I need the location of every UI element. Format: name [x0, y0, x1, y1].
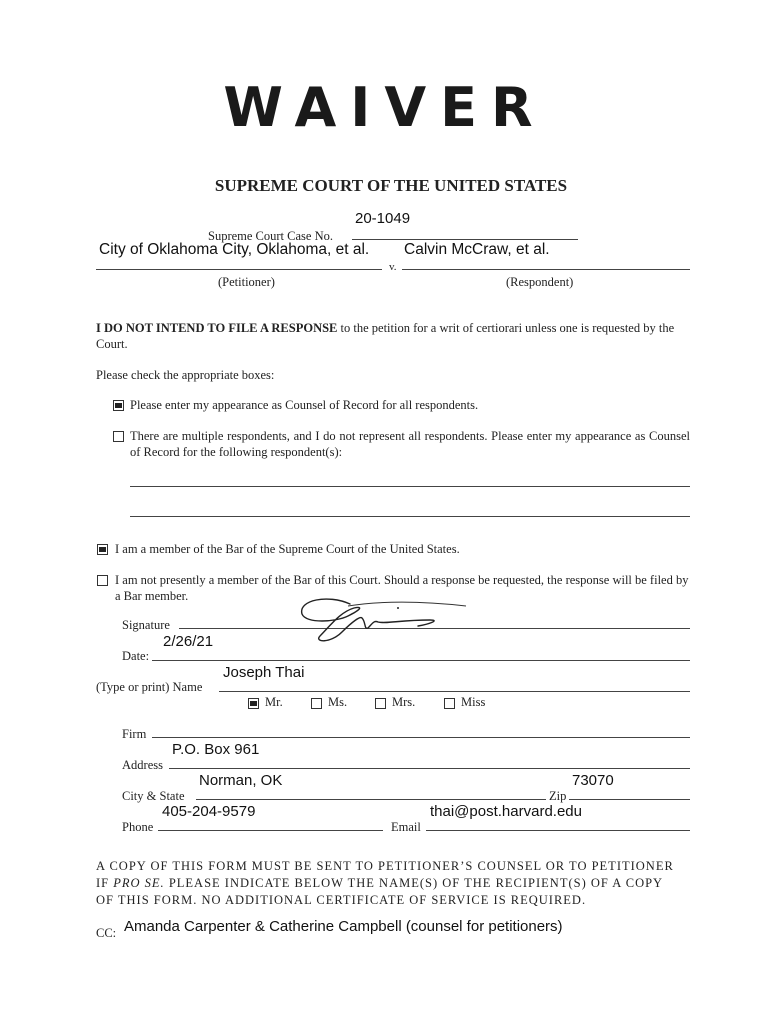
date-label: Date: [122, 649, 150, 663]
bar-member-label: I am a member of the Bar of the Supreme Court of the United States. [115, 542, 460, 556]
intent-bold: I DO NOT INTEND TO FILE A RESPONSE [96, 321, 338, 335]
notice-line-2-b: PLEASE INDICATE BELOW THE NAME(S) OF THE RECIPIENT(S) OF A COPY [164, 876, 664, 890]
title-mrs-checkbox[interactable] [375, 698, 386, 709]
cc-label: CC: [96, 926, 117, 940]
title-miss-checkbox[interactable] [444, 698, 455, 709]
notice-line-2-a: IF [96, 876, 114, 890]
petitioner-value[interactable]: City of Oklahoma City, Oklahoma, et al. [99, 241, 370, 258]
multiple-respondents-checkbox[interactable] [113, 431, 124, 442]
title-mr-checkbox[interactable] [248, 698, 259, 709]
instructions-text: Please check the appropriate boxes: [96, 368, 275, 382]
cc-value[interactable]: Amanda Carpenter & Catherine Campbell (counsel for petitioners) [124, 918, 563, 935]
zip-label: Zip [549, 789, 567, 803]
title-ms-label: Ms. [328, 695, 348, 709]
bar-member-checkbox[interactable] [97, 544, 108, 555]
respondent-line [402, 269, 690, 270]
name-value[interactable]: Joseph Thai [223, 664, 305, 681]
phone-label: Phone [122, 820, 154, 834]
title-miss-label: Miss [461, 695, 486, 709]
zip-value[interactable]: 73070 [572, 772, 614, 789]
name-line [219, 691, 690, 692]
respondent-label: (Respondent) [506, 275, 574, 289]
versus-label: v. [389, 261, 397, 273]
case-number-label: Supreme Court Case No. [208, 229, 333, 243]
multiple-respondents-label: There are multiple respondents, and I do not represent all respondents. Please enter my appearance as Counsel of Record for the following respondent(s): [130, 429, 690, 459]
phone-line [158, 830, 383, 831]
email-label: Email [391, 820, 421, 834]
petitioner-label: (Petitioner) [218, 275, 275, 289]
notice-line-1: A COPY OF THIS FORM MUST BE SENT TO PETITIONER’S COUNSEL OR TO PETITIONER [96, 859, 674, 873]
firm-line [152, 737, 690, 738]
notice-line-2 [96, 875, 663, 892]
respondent-line-1[interactable] [130, 486, 690, 487]
appearance-all-checkbox[interactable] [113, 400, 124, 411]
appearance-all-label: Please enter my appearance as Counsel of Record for all respondents. [130, 398, 479, 412]
not-member-checkbox[interactable] [97, 575, 108, 586]
email-line [426, 830, 690, 831]
title-mr-label: Mr. [265, 695, 283, 709]
title-mrs-label: Mrs. [392, 695, 416, 709]
zip-line [569, 799, 690, 800]
city-state-value[interactable]: Norman, OK [199, 772, 283, 789]
intent-statement [96, 320, 692, 352]
petitioner-line [96, 269, 382, 270]
respondent-line-2[interactable] [130, 516, 690, 517]
case-number-value[interactable]: 20-1049 [355, 210, 411, 227]
case-number-line [352, 239, 578, 240]
address-label: Address [122, 758, 163, 772]
email-value[interactable]: thai@post.harvard.edu [430, 803, 582, 820]
address-line [169, 768, 690, 769]
title-ms-checkbox[interactable] [311, 698, 322, 709]
signature-label: Signature [122, 618, 170, 632]
form-title: WAIVER [223, 76, 547, 139]
date-value[interactable]: 2/26/21 [163, 633, 214, 650]
phone-value[interactable]: 405-204-9579 [162, 803, 256, 820]
city-state-line [196, 799, 546, 800]
not-member-label: I am not presently a member of the Bar of this Court. Should a response be requested, the response will be filed by a Bar member. [115, 573, 689, 603]
name-label: (Type or print) Name [96, 680, 203, 694]
intent-rest: to the petition for a writ of certiorari unless one is requested by the Court. [96, 321, 675, 351]
date-line [152, 660, 690, 661]
court-heading: SUPREME COURT OF THE UNITED STATES [214, 176, 568, 195]
signature-image [290, 592, 480, 650]
firm-label: Firm [122, 727, 147, 741]
address-value[interactable]: P.O. Box 961 [172, 741, 260, 758]
notice-line-3: OF THIS FORM. NO ADDITIONAL CERTIFICATE OF SERVICE IS REQUIRED. [96, 893, 587, 907]
city-state-label: City & State [122, 789, 185, 803]
respondent-value[interactable]: Calvin McCraw, et al. [404, 241, 550, 258]
notice-pro-se: PRO SE. [113, 876, 165, 890]
